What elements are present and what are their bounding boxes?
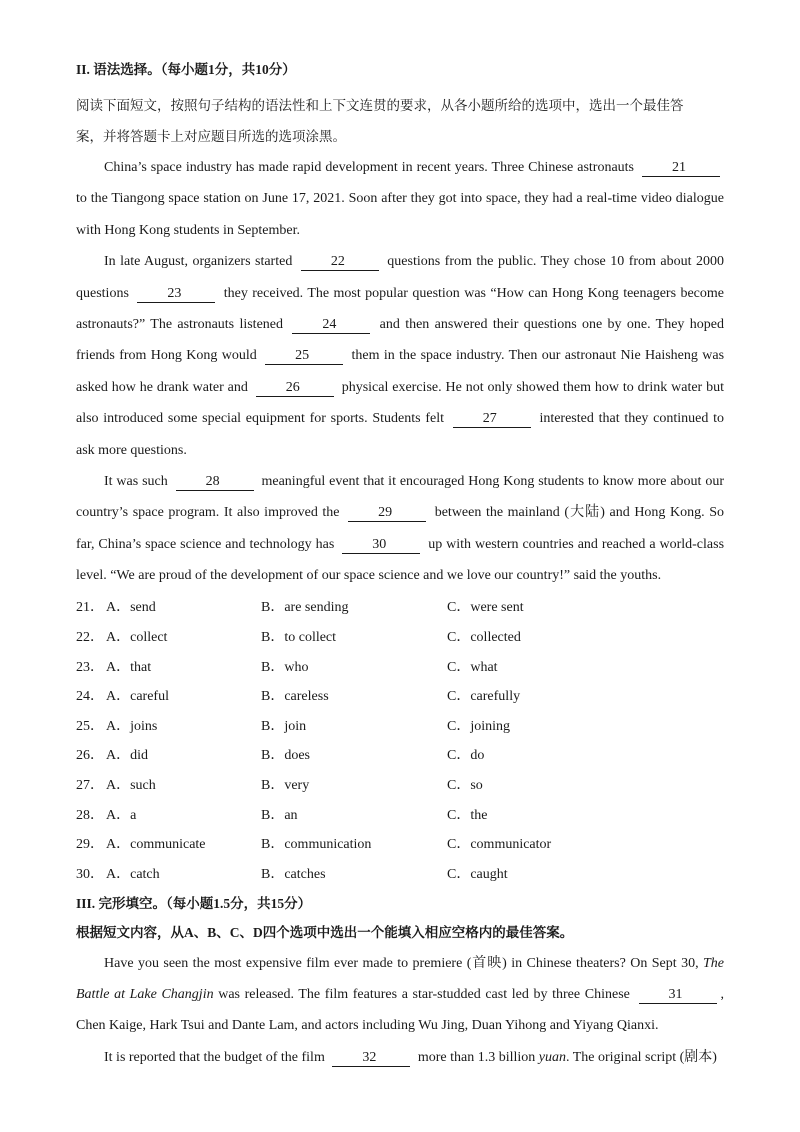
option-c: C．joining xyxy=(447,718,511,734)
question-number: 21． xyxy=(76,600,104,616)
option-b: B．catches xyxy=(261,866,326,882)
option-b: B．an xyxy=(261,807,298,823)
question-number: 29． xyxy=(76,837,104,853)
text: China’s space industry has made rapid development in recent years. Three Chinese astronauts xyxy=(104,160,635,175)
option-row-29 xyxy=(76,828,724,858)
text: and then answered their questions one by one. They hoped friends from Hong Kong would xyxy=(76,317,724,364)
currency-word: yuan xyxy=(538,1049,566,1065)
option-b: B．join xyxy=(261,718,307,734)
option-a: A．a xyxy=(106,807,137,823)
option-b: B．who xyxy=(261,659,309,675)
option-row-21 xyxy=(76,592,724,622)
blank-25: 25 xyxy=(265,348,343,365)
grammar-instruction xyxy=(76,90,724,152)
question-number: 25． xyxy=(76,718,104,734)
option-b: B．does xyxy=(261,748,310,764)
blank-29: 29 xyxy=(348,505,426,522)
option-a: A．did xyxy=(106,748,148,764)
text: to the Tiangong space station on June 17, 2021. Soon after they got into space, they had a real-time video dialogue with Hong Kong students in September. xyxy=(76,191,724,238)
option-row-28 xyxy=(76,799,724,829)
option-b: B．are sending xyxy=(261,600,349,616)
text: questions from the public. They chose 10 from about 2000 questions xyxy=(76,254,725,301)
option-row-24 xyxy=(76,680,724,710)
blank-24: 24 xyxy=(292,317,370,334)
blank-21: 21 xyxy=(642,160,720,177)
blank-28: 28 xyxy=(176,474,254,491)
text: physical exercise. He not only showed them how to drink water but also introduced some special equipment for sports. Students felt xyxy=(76,379,725,427)
film-title: The Battle at Lake Changjin xyxy=(76,955,724,1003)
option-c: C．caught xyxy=(447,866,508,882)
blank-26: 26 xyxy=(256,380,334,397)
blank-22: 22 xyxy=(301,254,379,271)
option-a: A．that xyxy=(106,659,152,675)
blank-31: 31 xyxy=(639,987,717,1004)
option-a: A．send xyxy=(106,600,156,616)
option-b: B．careless xyxy=(261,689,329,705)
option-a: A．communicate xyxy=(106,837,206,853)
option-row-23 xyxy=(76,651,724,681)
blank-27: 27 xyxy=(453,411,531,428)
blank-32: 32 xyxy=(332,1050,410,1067)
option-c: C．were sent xyxy=(447,600,524,616)
text: more than 1.3 billion xyxy=(417,1049,536,1065)
text: In late August, organizers started xyxy=(104,254,293,270)
question-number: 24． xyxy=(76,689,104,705)
option-c: C．the xyxy=(447,807,488,823)
text: between the mainland (大陆) and Hong Kong. So far, China’s space science and technology has xyxy=(76,505,725,552)
option-b: B．to collect xyxy=(261,630,337,646)
option-row-27 xyxy=(76,769,724,799)
option-a: A．such xyxy=(106,778,156,794)
question-number: 28． xyxy=(76,807,104,823)
text: meaningful event that it encouraged Hong Kong students to know more about our country’s space program. It also improved the xyxy=(76,474,724,521)
option-c: C．collected xyxy=(447,630,521,646)
text: , Chen Kaige, Hark Tsui and Dante Lam, and actors including Wu Jing, Duan Yihong and Yiyang Qianxi. xyxy=(76,987,724,1034)
option-a: A．careful xyxy=(106,689,169,705)
cloze-paragraph-2 xyxy=(76,1042,724,1073)
section-heading-grammar: II. 语法选择。（每小题1分，共10分） xyxy=(76,62,296,77)
grammar-instruction-line-2: 案，并将答题卡上对应题目所选的选项涂黑。 xyxy=(76,129,346,144)
grammar-instruction-line-1: 阅读下面短文，按照句子结构的语法性和上下文连贯的要求，从各小题所给的选项中，选出一个最佳答 xyxy=(76,98,684,113)
section-heading-cloze: III. 完形填空。（每小题1.5分，共15分） xyxy=(76,895,312,911)
exam-page xyxy=(76,60,724,1073)
blank-30: 30 xyxy=(342,537,420,554)
cloze-instruction: 根据短文内容，从A、B、C、D四个选项中选出一个能填入相应空格内的最佳答案。 xyxy=(76,924,574,940)
blank-23: 23 xyxy=(137,286,215,303)
cloze-paragraph-1 xyxy=(76,948,724,1042)
text: It was such xyxy=(104,474,168,490)
option-c: C．communicator xyxy=(447,837,552,853)
text: they received. The most popular question was “How can Hong Kong teenagers become astronauts?” The astronauts listened xyxy=(76,285,724,333)
options-list xyxy=(76,592,724,888)
option-c: C．what xyxy=(447,659,498,675)
option-a: A．joins xyxy=(106,718,158,734)
text: It is reported that the budget of the film xyxy=(104,1049,325,1065)
question-number: 30． xyxy=(76,866,104,882)
option-c: C．so xyxy=(447,778,483,794)
text: them in the space industry. Then our astronaut Nie Haisheng was asked how he drank water and xyxy=(76,348,725,395)
option-row-26 xyxy=(76,740,724,770)
question-number: 27． xyxy=(76,778,104,794)
option-a: A．collect xyxy=(106,630,168,646)
text: interested that they continued to ask more questions. xyxy=(76,411,724,458)
option-row-22 xyxy=(76,621,724,651)
question-number: 22． xyxy=(76,630,104,646)
passage-paragraph-1 xyxy=(76,152,724,246)
section-cloze xyxy=(76,890,724,1074)
text: was released. The film features a star-studded cast led by three Chinese xyxy=(218,987,630,1003)
option-row-30 xyxy=(76,858,724,888)
option-a: A．catch xyxy=(106,866,160,882)
option-c: C．carefully xyxy=(447,689,521,705)
option-c: C．do xyxy=(447,748,485,764)
text: up with western countries and reached a world-class level. “We are proud of the development of our space science and we love our country!” said the youths. xyxy=(76,536,725,584)
text: Have you seen the most expensive film ever made to premiere (首映) in Chinese theaters? On Sept 30, xyxy=(104,955,699,971)
option-b: B．communication xyxy=(261,837,372,853)
text: . The original script (剧本) xyxy=(565,1049,717,1065)
passage-paragraph-3 xyxy=(76,466,724,592)
option-row-25 xyxy=(76,710,724,740)
question-number: 26． xyxy=(76,748,104,764)
question-number: 23． xyxy=(76,659,104,675)
passage-paragraph-2 xyxy=(76,246,724,466)
option-b: B．very xyxy=(261,778,310,794)
